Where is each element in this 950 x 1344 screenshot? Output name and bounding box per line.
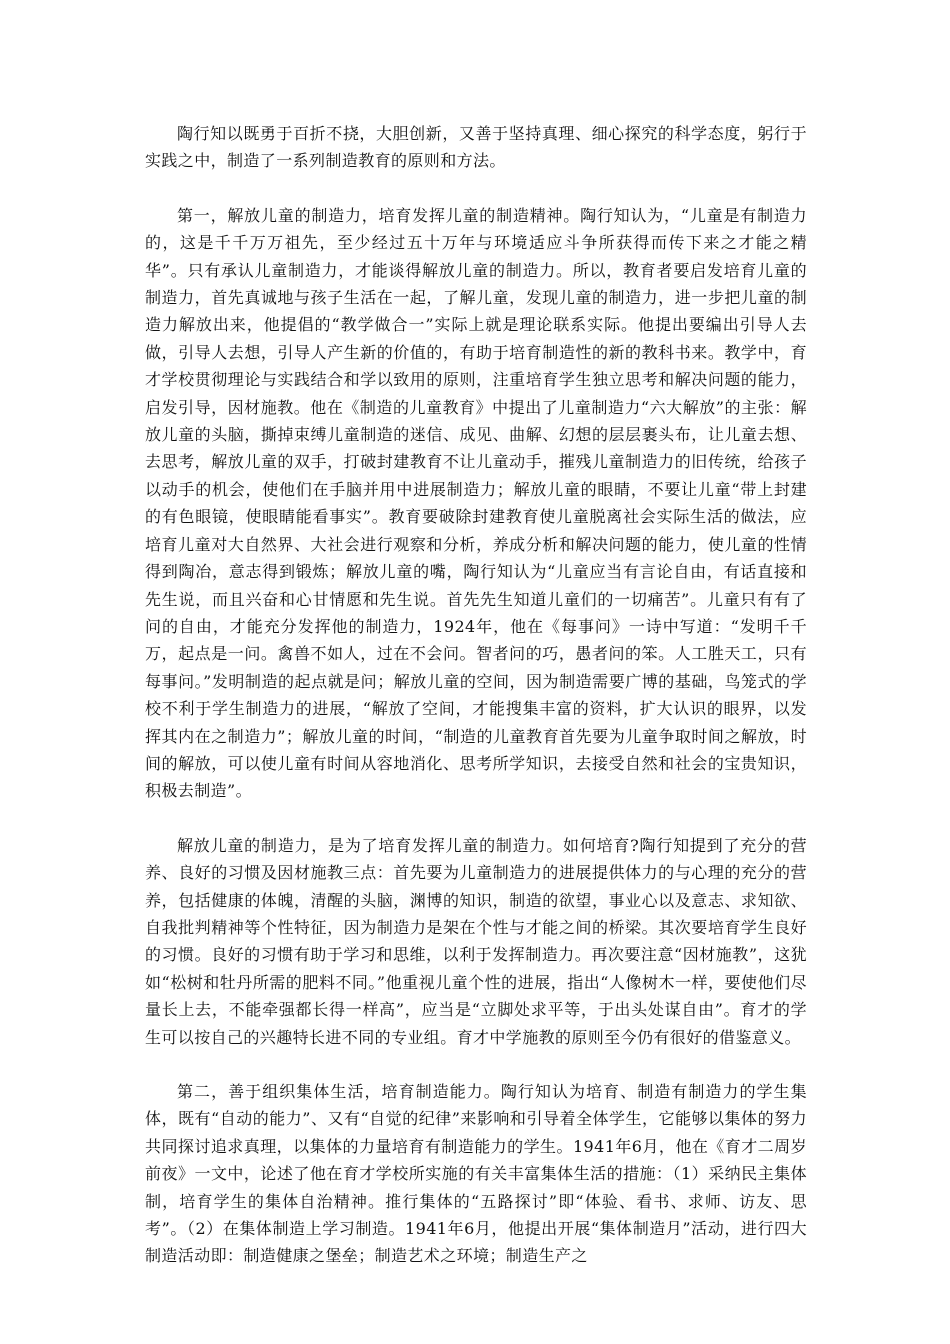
paragraph-second-point: 第二，善于组织集体生活，培育制造能力。陶行知认为培育、制造有制造力的学生集体，既有“自动的能力”、又有“自觉的纪律”来影响和引导着全体学生，它能够以集体的努力共同探讨追求真理，以集体的力量培育有制造能力的学生。1941年6月，他在《育才二周岁前夜》一文中，论述了他在育才学校所实施的有关丰富集体生活的措施：（1）采纳民主集体制，培育学生的集体自治精神。推行集体的“五路探讨”即“体验、看书、求师、访友、思考”。（2）在集体制造上学习制造。1941年6月，他提出开展“集体制造月”活动，进行四大制造活动即：制造健康之堡垒；制造艺术之环境；制造生产之 bbox=[145, 1082, 807, 1266]
document-page bbox=[145, 120, 807, 1270]
paragraph-gap bbox=[145, 805, 807, 832]
paragraph-gap bbox=[145, 1051, 807, 1078]
paragraph-gap bbox=[145, 175, 807, 202]
paragraph-intro: 陶行知以既勇于百折不挠，大胆创新，又善于坚持真理、细心探究的科学态度，躬行于实践之中，制造了一系列制造教育的原则和方法。 bbox=[145, 124, 807, 171]
paragraph-first-point: 第一，解放儿童的制造力，培育发挥儿童的制造精神。陶行知认为，“儿童是有制造力的，这是千千万万祖先，至少经过五十万年与环境适应斗争所获得而传下来之才能之精华”。只有承认儿童制造力，才能谈得解放儿童的制造力。所以，教育者要启发培育儿童的制造力，首先真诚地与孩子生活在一起，了解儿童，发现儿童的制造力，进一步把儿童的制造力解放出来，他提倡的“教学做合一”实际上就是理论联系实际。他提出要编出引导人去做，引导人去想，引导人产生新的价值的，有助于培育制造性的新的教科书来。教学中，育才学校贯彻理论与实践结合和学以致用的原则，注重培育学生独立思考和解决问题的能力，启发引导，因材施教。他在《制造的儿童教育》中提出了儿童制造力“六大解放”的主张：解放儿童的头脑，撕掉束缚儿童制造的迷信、成见、曲解、幻想的层层裹头布，让儿童去想、去思考，解放儿童的双手，打破封建教育不让儿童动手，摧残儿童制造力的旧传统，给孩子以动手的机会，使他们在手脑并用中进展制造力；解放儿童的眼睛，不要让儿童“带上封建的有色眼镜，使眼睛能看事实”。教育要破除封建教育使儿童脱离社会实际生活的做法，应培育儿童对大自然界、大社会进行观察和分析，养成分析和解决问题的能力，使儿童的性情得到陶冶，意志得到锻炼；解放儿童的嘴，陶行知认为“儿童应当有言论自由，有话直接和先生说，而且兴奋和心甘情愿和先生说。首先先生知道儿童们的一切痛苦”。儿童只有有了问的自由，才能充分发挥他的制造力，1924年，他在《每事问》一诗中写道：“发明千千万，起点是一问。禽兽不如人，过在不会问。智者问的巧，愚者问的笨。人工胜天工，只有每事问。”发明制造的起点就是问；解放儿童的空间，因为制造需要广博的基础，鸟笼式的学校不利于学生制造力的进展，“解放了空间，才能搜集丰富的资料，扩大认识的眼界，以发挥其内在之制造力”；解放儿童的时间，“制造的儿童教育首先要为儿童争取时间之解放，时间的解放，可以使儿童有时间从容地消化、思考所学知识，去接受自然和社会的宝贵知识，积极去制造”。 bbox=[145, 205, 807, 801]
paragraph-cultivation: 解放儿童的制造力，是为了培育发挥儿童的制造力。如何培育?陶行知提到了充分的营养、良好的习惯及因材施教三点：首先要为儿童制造力的进展提供体力的与心理的充分的营养，包括健康的体魄，清醒的头脑，渊博的知识，制造的欲望，事业心以及意志、求知欲、自我批判精神等个性特征，因为制造力是架在个性与才能之间的桥梁。其次要培育学生良好的习惯。良好的习惯有助于学习和思维，以利于发挥制造力。再次要注意“因材施教”，这犹如“松树和牡丹所需的肥料不同。”他重视儿童个性的进展，指出“人像树木一样，要使他们尽量长上去，不能牵强都长得一样高”，应当是“立脚处求平等，于出头处谋自由”。育才的学生可以按自己的兴趣特长进不同的专业组。育才中学施教的原则至今仍有很好的借鉴意义。 bbox=[145, 835, 807, 1047]
